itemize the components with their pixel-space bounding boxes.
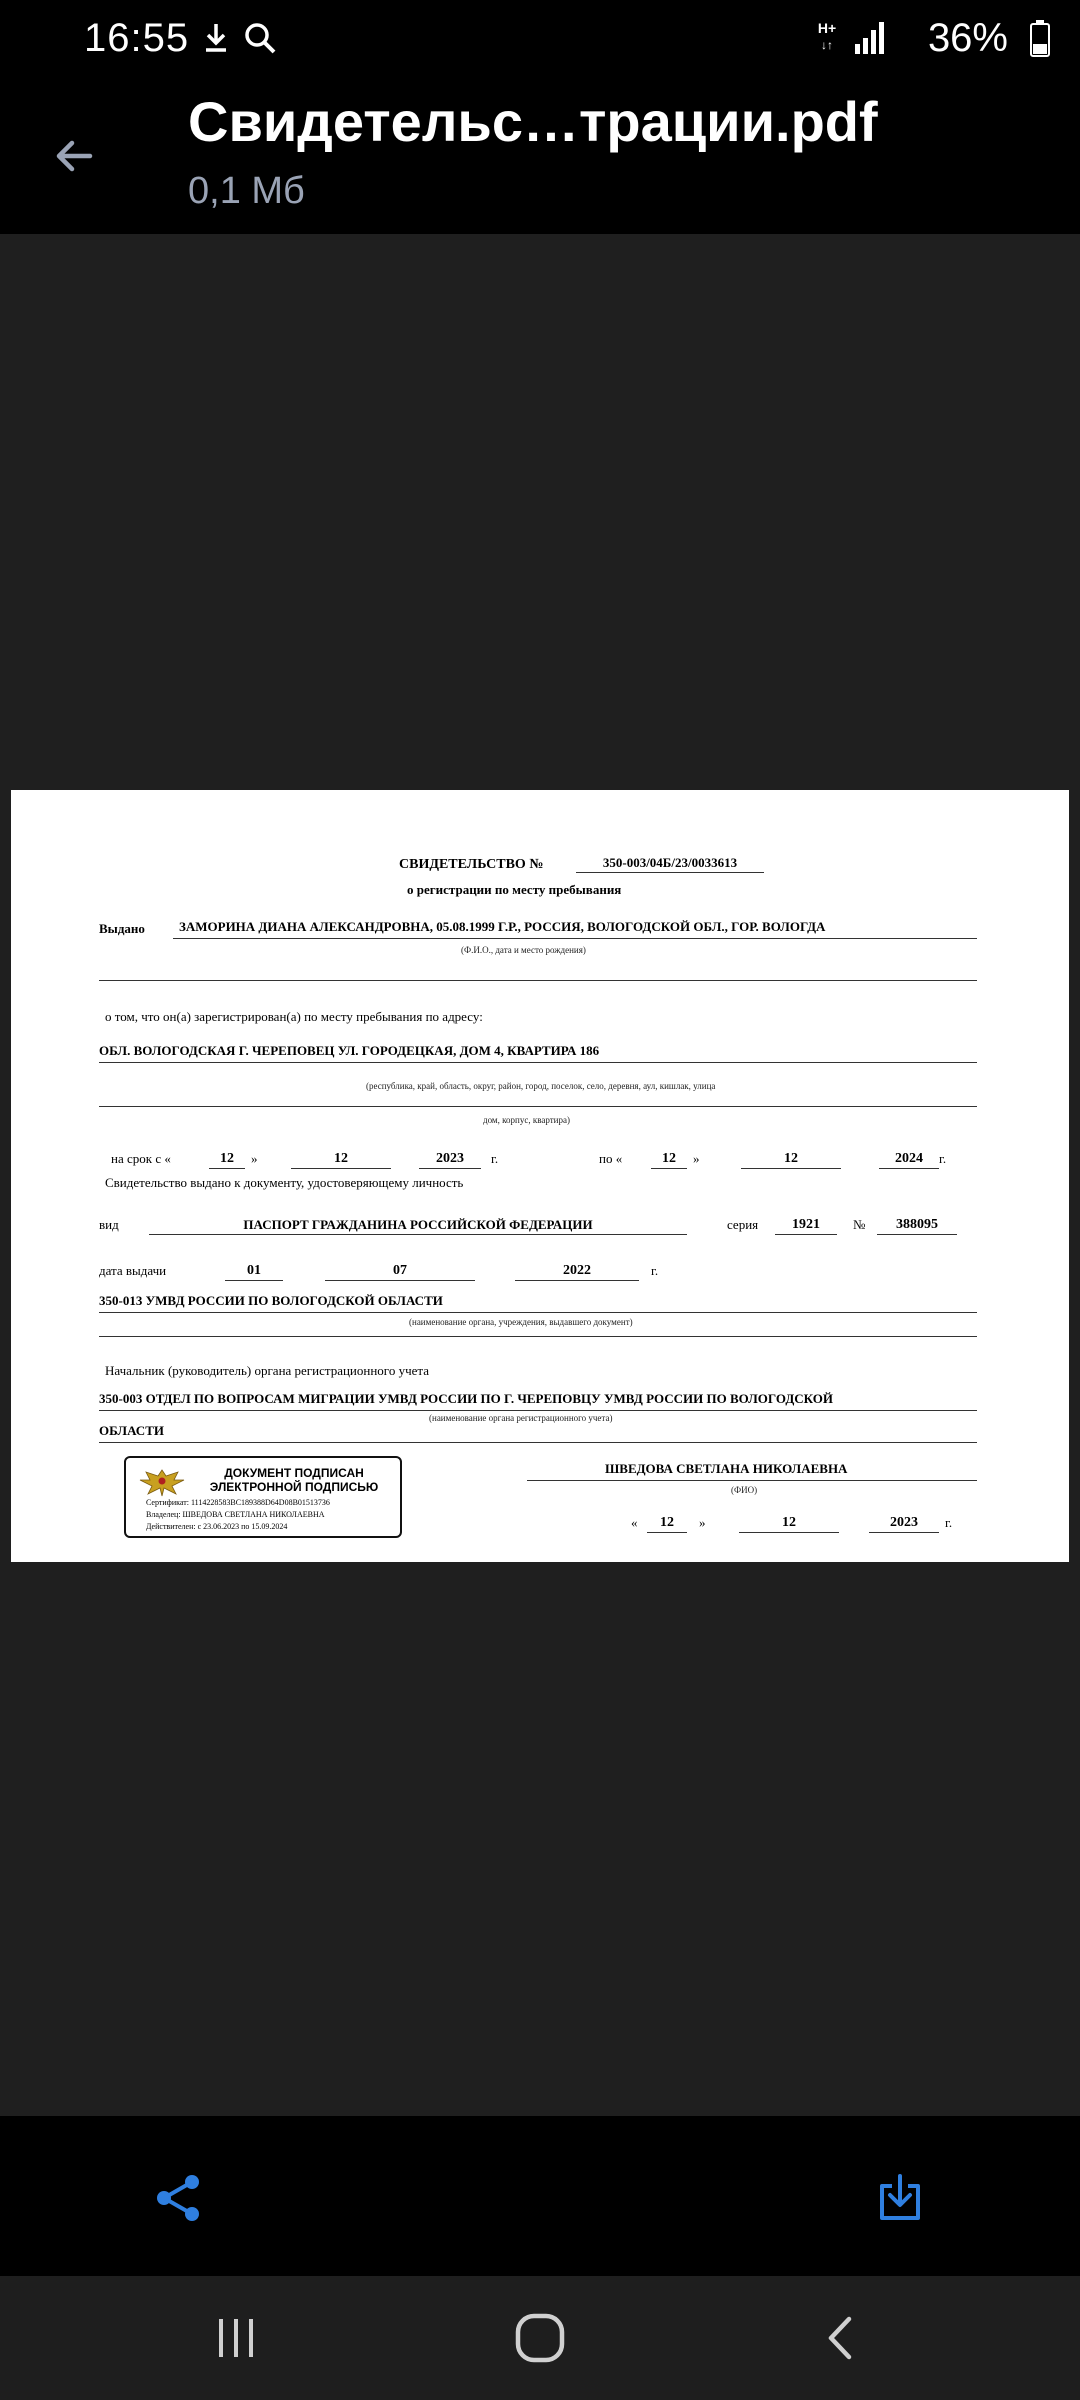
to-day-close-quote: » [693, 1151, 700, 1166]
issuer-underline [99, 1312, 977, 1313]
address-underline [99, 1062, 977, 1063]
address-caption-2: дом, корпус, квартира) [483, 1115, 570, 1125]
electronic-signature-stamp [124, 1456, 402, 1538]
address-caption-1: (республика, край, область, округ, район, город, поселок, село, деревня, аул, кишлак, улица [366, 1081, 716, 1091]
to-year: 2024 [879, 1150, 939, 1169]
sign-year-suffix: г. [945, 1515, 953, 1530]
issue-year: 2022 [515, 1262, 639, 1281]
number-label: № [853, 1217, 866, 1232]
search-icon [240, 18, 280, 58]
doc-type-label: вид [99, 1217, 119, 1232]
issued-to-label: Выдано [99, 921, 145, 936]
sign-year: 2023 [869, 1514, 939, 1533]
from-year: 2023 [419, 1150, 481, 1169]
status-bar [0, 0, 1080, 78]
sign-open-quote: « [631, 1515, 638, 1530]
doc-title: СВИДЕТЕЛЬСТВО № [399, 857, 544, 872]
doc-type-value: ПАСПОРТ ГРАЖДАНИНА РОССИЙСКОЙ ФЕДЕРАЦИИ [149, 1216, 687, 1235]
issuer-caption: (наименование органа, учреждения, выдавшего документ) [409, 1317, 633, 1327]
back-nav-icon [817, 2313, 867, 2363]
battery-percent: 36% [927, 16, 1008, 60]
series-value: 1921 [775, 1216, 837, 1235]
back-nav-button[interactable] [802, 2302, 882, 2374]
to-month: 12 [741, 1150, 841, 1169]
bottom-action-bar [0, 2116, 1080, 2276]
share-button[interactable] [140, 2160, 216, 2236]
from-month: 12 [291, 1150, 391, 1169]
sign-day: 12 [647, 1514, 687, 1533]
stamp-title: ДОКУМЕНТ ПОДПИСАН ЭЛЕКТРОННОЙ ПОДПИСЬЮ [209, 1466, 379, 1494]
home-button[interactable] [500, 2302, 580, 2374]
doc-number: 350-003/04Б/23/0033613 [576, 854, 764, 873]
issuer-value: 350-013 УМВД РОССИИ ПО ВОЛОГОДСКОЙ ОБЛАСТИ [99, 1293, 443, 1308]
home-icon [512, 2310, 568, 2366]
official-caption: (ФИО) [731, 1485, 758, 1495]
pdf-page[interactable] [11, 790, 1069, 1562]
reg-body-caption: (наименование органа регистрационного учета) [429, 1413, 613, 1423]
reg-body-underline-2 [99, 1442, 977, 1443]
stamp-owner: Владелец: ШВЕДОВА СВЕТЛАНА НИКОЛАЕВНА [146, 1510, 325, 1519]
issued-to-value: ЗАМОРИНА ДИАНА АЛЕКСАНДРОВНА, 05.08.1999 Г.Р., РОССИЯ, ВОЛОГОДСКОЙ ОБЛ., ГОР. ВОЛОГДА [179, 919, 826, 934]
sign-close-quote: » [699, 1515, 706, 1530]
issued-to-underline [173, 938, 977, 939]
issue-day: 01 [225, 1262, 283, 1281]
sign-month: 12 [739, 1514, 839, 1533]
download-icon [872, 2170, 928, 2226]
recent-apps-icon [211, 2313, 261, 2363]
address-underline-2 [99, 1106, 977, 1107]
term-label: на срок с « [111, 1151, 171, 1166]
eagle-emblem-icon [138, 1466, 186, 1500]
system-nav-bar [0, 2276, 1080, 2400]
series-label: серия [727, 1217, 759, 1232]
to-year-suffix: г. [939, 1151, 947, 1166]
reg-body-line2: ОБЛАСТИ [99, 1423, 164, 1438]
from-day-close-quote: » [251, 1151, 258, 1166]
recent-apps-button[interactable] [196, 2302, 276, 2374]
blank-line [99, 980, 977, 981]
issue-date-label: дата выдачи [99, 1263, 167, 1278]
to-label: по « [599, 1151, 623, 1166]
back-button[interactable] [36, 118, 112, 194]
download-button[interactable] [862, 2160, 938, 2236]
official-name: ШВЕДОВА СВЕТЛАНА НИКОЛАЕВНА [605, 1461, 848, 1476]
from-year-suffix: г. [491, 1151, 499, 1166]
app-header [0, 78, 1080, 234]
issue-year-suffix: г. [651, 1263, 659, 1278]
arrow-left-icon [50, 132, 98, 180]
issuer-underline-2 [99, 1336, 977, 1337]
to-day: 12 [651, 1150, 687, 1169]
file-size: 0,1 Мб [188, 170, 305, 212]
registered-text: о том, что он(а) зарегистрирован(а) по месту пребывания по адресу: [105, 1009, 483, 1024]
issued-for-doc-text: Свидетельство выдано к документу, удостоверяющему личность [105, 1175, 464, 1190]
share-icon [150, 2170, 206, 2226]
address-value: ОБЛ. ВОЛОГОДСКАЯ Г. ЧЕРЕПОВЕЦ УЛ. ГОРОДЕЦКАЯ, ДОМ 4, КВАРТИРА 186 [99, 1043, 600, 1058]
reg-body-underline [99, 1410, 977, 1411]
issue-month: 07 [325, 1262, 475, 1281]
head-label: Начальник (руководитель) органа регистрационного учета [105, 1363, 429, 1378]
status-time: 16:55 [84, 16, 190, 60]
doc-subtitle: о регистрации по месту пребывания [407, 882, 622, 897]
issued-to-caption: (Ф.И.О., дата и место рождения) [461, 945, 586, 955]
stamp-validity: Действителен: с 23.06.2023 по 15.09.2024 [146, 1522, 288, 1531]
network-h-plus-icon: H+ ↓↑ [817, 20, 837, 52]
reg-body-line1: 350-003 ОТДЕЛ ПО ВОПРОСАМ МИГРАЦИИ УМВД РОССИИ ПО Г. ЧЕРЕПОВЦУ УМВД РОССИИ ПО ВОЛОГОДСКОЙ [99, 1391, 833, 1406]
signal-icon [850, 18, 890, 58]
download-icon [196, 18, 236, 58]
from-day: 12 [209, 1150, 245, 1169]
official-underline [527, 1480, 977, 1481]
document-viewer[interactable] [0, 234, 1080, 2116]
stamp-certificate: Сертификат: 1114228583BC189388D64D08B015137З6 [146, 1498, 330, 1507]
battery-icon [1028, 18, 1052, 58]
number-value: 388095 [877, 1216, 957, 1235]
file-title: Свидетельс…трации.pdf [188, 90, 878, 153]
